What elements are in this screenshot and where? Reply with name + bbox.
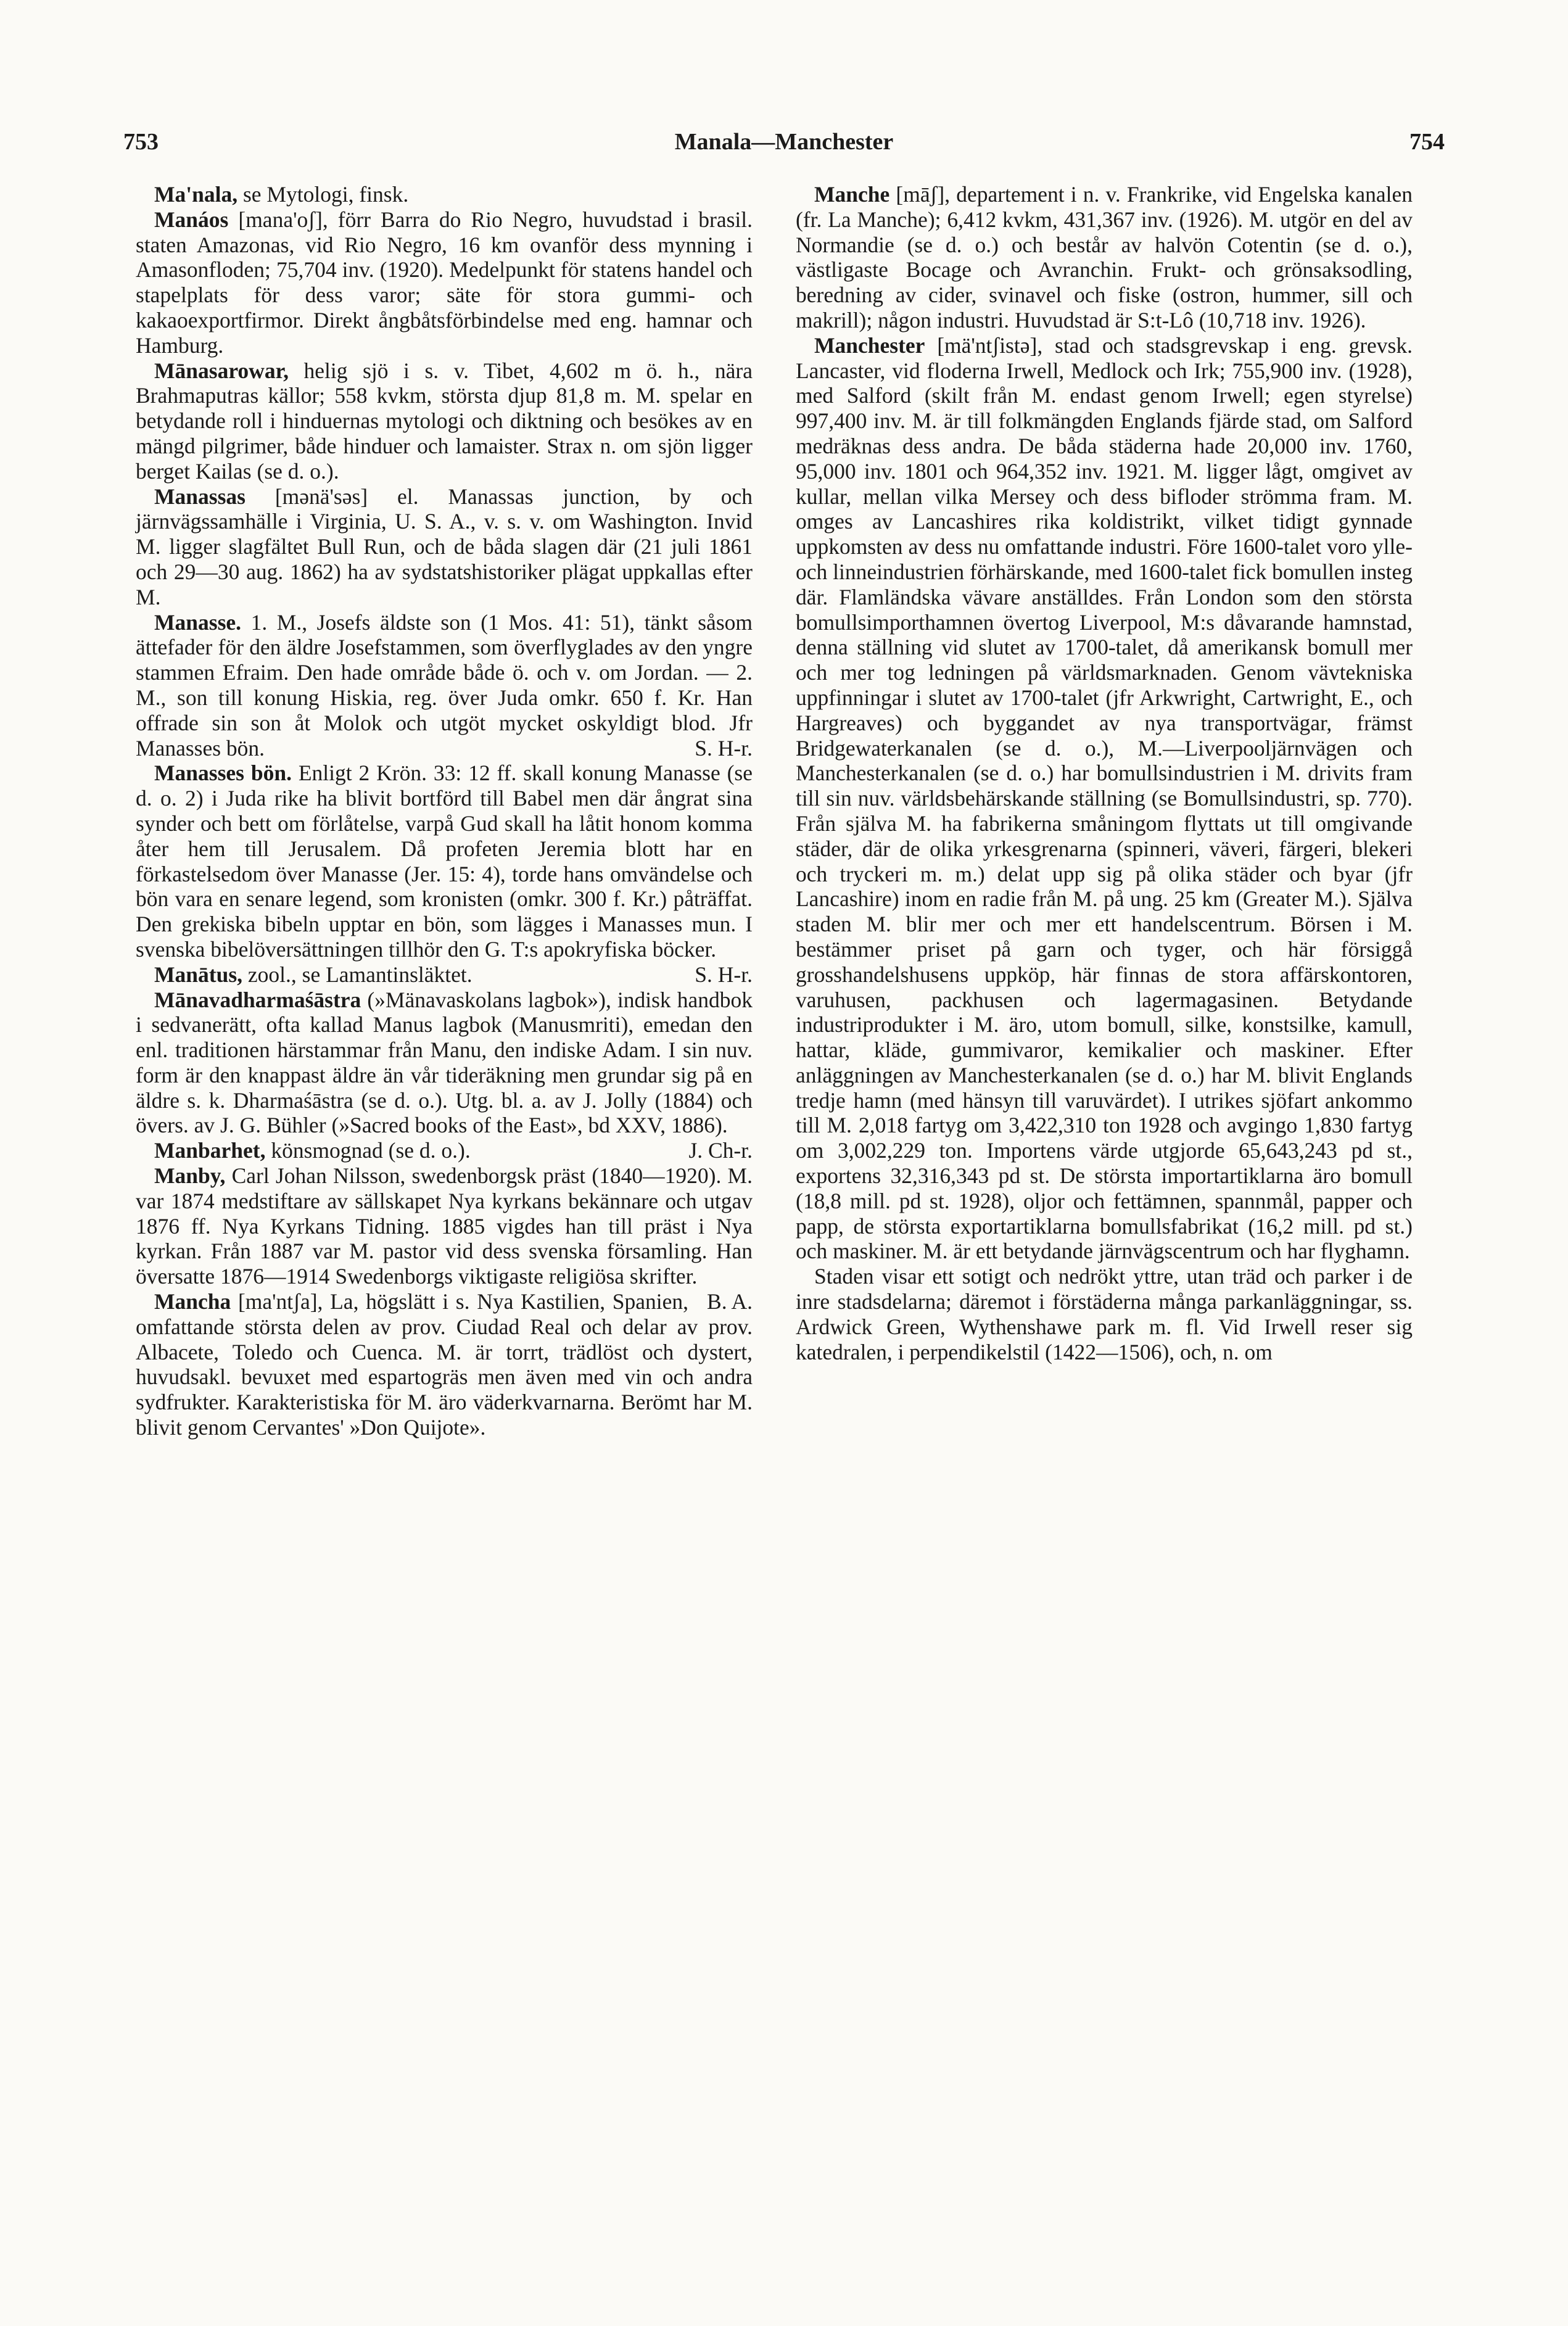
entry-text: könsmognad (se d. o.). [271,1138,471,1163]
entry-text: [mana'oʃ], förr Barra do Rio Negro, huvudstad i brasil. staten Amazonas, vid Rio Negro, 16 km ovanför dess mynning i Amasonfloden; 75,704 inv. (1920). Medelpunkt för statens handel och stapelplats för dess varor; säte för stora gummi- och kakaoexportfirmor. Direkt ångbåtsförbindelse med eng. hamnar och Hamburg. [136,207,753,358]
entry-headword: Manche [814,182,890,207]
author-signature: S. H-r. [695,962,753,987]
entry-text: [ma'ntʃa], La, högslätt i s. Nya Kastilien, Spanien, omfattande största delen av prov. Ciudad Real och delar av prov. Albacete, Toledo och Cuenca. M. är torrt, trädlöst och dystert, huvudsakl. bevuxet med espartogräs men även med vin och andra sydfrukter. Karakteristiska för M. äro väderkvarnarna. Berömt har M. blivit genom Cervantes' »Don Quijote». [136,1289,753,1440]
entry-manassas [136,484,753,610]
entry-text: [mä'ntʃistə], stad och stadsgrevskap i eng. grevsk. Lancaster, vid floderna Irwell, Medlock och Irk; 755,900 inv. (1928), med Salford (skilt från M. endast genom Irwell; egen styrelse) 997,400 inv. M. är till folkmängden Englands fjärde stad, om Salford medräknas dess andra. De båda städerna hade 20,000 inv. 1760, 95,000 inv. 1801 och 964,352 inv. 1921. M. ligger lågt, omgivet av kullar, mellan vilka Mersey och dess bifloder strömma fram. M. omges av Lancashires rika koldistrikt, vilket tidigt gynnade uppkomsten av dess nu omfattande industri. Före 1600-talet voro ylle- och linneindustrien förhärskande, med 1600-talet fick bomullen insteg där. Flamländska vävare anställdes. Från London som den största bomullsimporthamnen övertog Liverpool, M:s dåvarande hamnstad, denna ställning vid slutet av 1700-talet, då amerikansk bomull mer och mer tog ledningen på världsmarknaden. Genom vävtekniska uppfinningar i slutet av 1700-talet (jfr Arkwright, Cartwright, E., och Hargreaves) och byggandet av nya transportvägar, främst Bridgewaterkanalen (se d. o.), M.—Liverpooljärnvägen och Manchesterkanalen (se d. o.) har bomullsindustrien i M. drivits fram till sin nuv. världsbehärskande ställning (se Bomullsindustri, sp. 770). Från själva M. ha fabrikerna småningom flyttats ut till omgivande städer, där de olika yrkesgrenarna (spinneri, väveri, färgeri, blekeri och tryckeri m. m.) delat upp sig på olika städer och byar (jfr Lancashire) inom en radie från M. på ung. 25 km (Greater M.). Själva staden M. blir mer och mer ett handelscentrum. Börsen i M. bestämmer priset på garn och tyger, och här försiggå grosshandelshusens uppköp, här finnas de stora affärskontoren, varuhusen, packhusen och lagermagasinen. Betydande industriprodukter i M. äro, utom bomull, silke, konstsilke, kamull, hattar, kläde, gummivaror, kemikalier och maskiner. Efter anläggningen av Manchesterkanalen (se d. o.) har M. blivit Englands tredje hamn (med hänsyn till varuvärdet). I utrikes sjöfart ankommo till M. 2,018 fartyg om 3,422,310 ton 1928 och avgingo 1,830 fartyg om 3,002,229 ton. Importens värde utgjorde 65,643,243 pd st., exportens 32,316,343 pd st. De största importartiklarna äro bomull (18,8 mill. pd st. 1928), oljor och fettämnen, spannmål, papper och papp, de största exportartiklarna bomullsfabrikat (16,2 mill. pd st.) och maskiner. M. är ett betydande järnvägscentrum och har flyghamn. [796,332,1413,1264]
entry-text: helig sjö i s. v. Tibet, 4,602 m ö. h., nära Brahmaputras källor; 558 kvkm, största djup 81,8 m. M. spelar en betydande roll i hinduernas mytologi och diktning och besökes av en mängd pilgrimer, både hinduer och lamaister. Strax n. om sjön ligger berget Kailas (se d. o.). [136,358,753,484]
entry-text: se Mytologi, finsk. [242,182,409,207]
entry-headword: Ma'nala, [154,182,238,207]
entry-manaos [136,207,753,358]
right-column [796,182,1413,1364]
entry-manbarhet [136,1138,753,1163]
entry-text: Carl Johan Nilsson, swedenborgsk präst (1840—1920). M. var 1874 medstiftare av sällskapet Nya kyrkans bekännare och utgav 1876 ff. Nya Kyrkans Tidning. 1885 vigdes han till präst i Nya kyrkan. Från 1887 var M. pastor vid dess svenska församling. Han översatte 1876—1914 Swedenborgs viktigaste religiösa skrifter. [136,1163,753,1289]
running-header [123,128,1445,165]
entry-headword: Manby, [154,1163,226,1189]
entry-headword: Manáos [154,207,229,232]
entry-manche [796,182,1413,333]
page-number-right: 754 [1409,129,1445,155]
left-column [136,182,753,1440]
entry-headword: Mānasarowar, [154,358,289,383]
entry-manchester [796,333,1413,1264]
entry-manasarowar [136,358,753,484]
author-signature: S. H-r. [695,735,753,761]
entry-text: zool., se Lamantinsläktet. [247,962,472,987]
entry-manasse [136,610,753,761]
entry-text: Enligt 2 Krön. 33: 12 ff. skall konung Manasse (se d. o. 2) i Juda rike ha blivit bortförd till Babel men där ångrat sina synder och bett om förlåtelse, varpå Gud skall ha låtit honom komma åter hem till Jerusalem. Då profeten Jeremia blott har en förkastelsedom över Manasse (Jer. 15: 4), torde hans omvändelse och bön vara en senare legend, som kronisten (omkr. 300 f. Kr.) påträffat. Den grekiska bibeln upptar en bön, som lägges i Manasses mun. I svenska bibelöversättningen tillhör den G. T:s apokryfiska böcker. [136,761,753,962]
entry-headword: Manasses bön. [154,761,292,786]
entry-headword: Manassas [154,484,246,509]
entry-mancha [136,1289,753,1440]
entry-headword: Mānavadharmaśāstra [154,987,361,1012]
entry-manala [136,182,753,207]
entry-text: 1. M., Josefs äldste son (1 Mos. 41: 51), tänkt såsom ättefader för den äldre Josefstammen, som överflyglades av den yngre stammen Efraim. Den hade område både ö. och v. om Jordan. — 2. M., son till konung Hiskia, reg. över Juda omkr. 650 f. Kr. Han offrade sin son åt Molok och utgöt mycket oskyldigt blod. Jfr Manasses bön. [136,609,753,761]
entry-text: [mənä'səs] el. Manassas junction, by och järnvägssamhälle i Virginia, U. S. A., v. s. v. om Washington. Invid M. ligger slagfältet Bull Run, och de båda slagen där (21 juli 1861 och 29—30 aug. 1862) ha av sydstatshistoriker plägat uppkallas efter M. [136,484,753,609]
entry-headword: Manasse. [154,609,242,635]
entry-manchester-continued [796,1264,1413,1364]
running-title: Manala—Manchester [674,129,894,155]
author-signature: J. Ch-r. [688,1138,753,1163]
entry-manatus [136,962,753,988]
entry-headword: Manchester [814,332,925,358]
author-signature: B. A. [707,1289,753,1314]
page-number-left: 753 [123,129,159,155]
entry-headword: Manātus, [154,962,243,987]
entry-text: (»Mänavaskolans lagbok»), indisk handbok i sedvanerätt, ofta kallad Manus lagbok (Manusmriti), emedan den enl. traditionen härstammar från Manu, den indiske Adam. I sin nuv. form är den knappast äldre än vår tideräkning men grundar sig på en äldre s. k. Dharmaśāstra (se d. o.). Utg. bl. a. av J. Jolly (1884) och övers. av J. G. Bühler (»Sacred books of the East», bd XXV, 1886). [136,987,753,1138]
entry-headword: Mancha [154,1289,231,1314]
entry-text: Staden visar ett sotigt och nedrökt yttre, utan träd och parker i de inre stadsdelarna; däremot i förstäderna många parkanläggningar, ss. Ardwick Green, Wythenshawe park m. fl. Vid Irwell reser sig katedralen, i perpendikelstil (1422—1506), och, n. om [796,1264,1413,1364]
entry-headword: Manbarhet, [154,1138,266,1163]
entry-text: [māʃ], departement i n. v. Frankrike, vid Engelska kanalen (fr. La Manche); 6,412 kvkm, 431,367 inv. (1926). M. utgör en del av Normandie (se d. o.) och består av halvön Cotentin (se d. o.), västligaste Bocage och Avranchin. Frukt- och grönsaksodling, beredning av cider, svinavel och fiske (ostron, hummer, sill och makrill); någon industri. Huvudstad är S:t-Lô (10,718 inv. 1926). [796,182,1413,332]
